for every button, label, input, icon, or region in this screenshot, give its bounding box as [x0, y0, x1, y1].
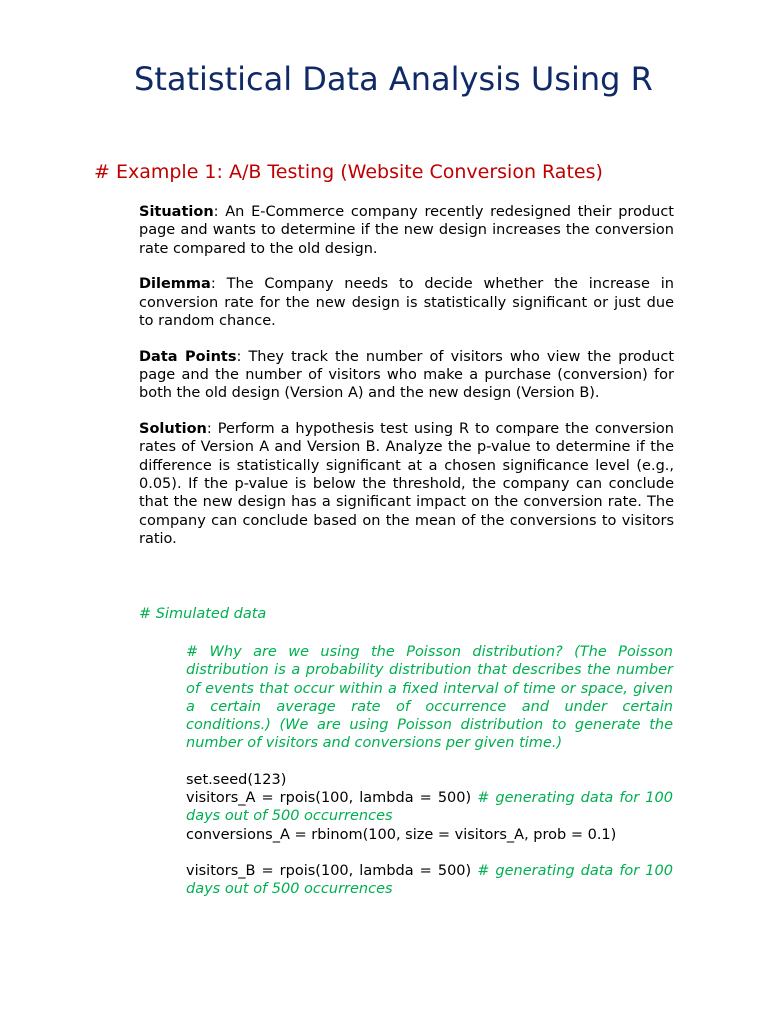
example-heading: # Example 1: A/B Testing (Website Conversion Rates)	[94, 161, 603, 183]
code-block	[186, 643, 673, 917]
situation-label: Situation	[139, 204, 214, 220]
visitors-b-comment: # generating data for 100 days out of 500 occurrences	[186, 862, 673, 898]
code-group-a	[186, 771, 673, 844]
solution-label: Solution	[139, 421, 207, 438]
dilemma-text: : The Company needs to decide whether the increase in conversion rate for the new design is statistically significant or just due to random chance.	[139, 276, 674, 329]
simulated-data-comment: # Simulated data	[139, 606, 267, 622]
solution-text: : Perform a hypothesis test using R to compare the conversion rates of Version A and Version B. Analyze the p-value to determine if the difference is statistically significant at a chosen significance level (e.g., 0.05). If the p-value is below the threshold, the company can conclude that the new design has a significant impact on the conversion rate. The company can conclude based on the mean of the conversions to visitors ratio.	[139, 421, 674, 547]
conversions-a-line: conversions_A = rbinom(100, size = visitors_A, prob = 0.1)	[186, 826, 617, 843]
dilemma-paragraph	[139, 275, 674, 330]
document-title: Statistical Data Analysis Using R	[134, 60, 653, 98]
example-description	[139, 203, 674, 566]
dilemma-label: Dilemma	[139, 276, 211, 293]
situation-text: : An E-Commerce company recently redesigned their product page and wants to determine if the new design increases the conversion rate compared to the old design.	[139, 204, 674, 257]
visitors-a-line	[186, 789, 673, 826]
data-points-text: : They track the number of visitors who view the product page and the number of visitors who make a purchase (conversion) for both the old design (Version A) and the new design (Version B).	[139, 348, 675, 402]
situation-paragraph	[139, 203, 674, 258]
set-seed-line: set.seed(123)	[186, 771, 287, 788]
data-points-label: Data Points	[139, 348, 237, 365]
visitors-a-comment: # generating data for 100 days out of 500 occurrences	[186, 790, 673, 825]
visitors-a-code: visitors_A = rpois(100, lambda = 500)	[186, 790, 478, 807]
code-group-b	[186, 862, 673, 899]
solution-paragraph	[139, 420, 674, 548]
data-points-paragraph	[139, 348, 674, 403]
poisson-comment: # Why are we using the Poisson distribution? (The Poisson distribution is a probability distribution that describes the number of events that occur within a fixed interval of time or space, given a certain average rate of occurrence and under certain conditions.) (We are using Poisson distribution to generate the number of visitors and conversions per given time.)	[186, 644, 673, 752]
visitors-b-code: visitors_B = rpois(100, lambda = 500)	[186, 862, 478, 879]
visitors-b-line	[186, 862, 673, 899]
